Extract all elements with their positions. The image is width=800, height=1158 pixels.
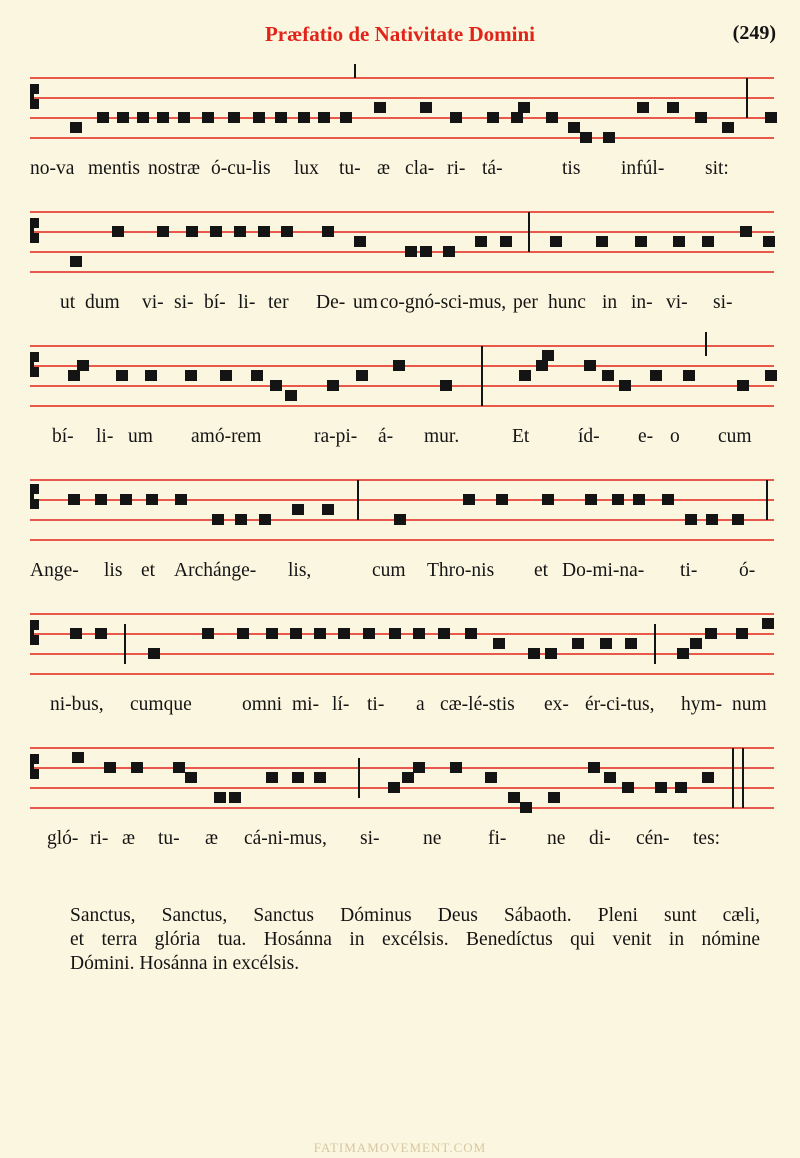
neume-note-icon (251, 370, 263, 381)
lyric-syllable: dum (85, 292, 120, 313)
lyric-syllable: Archánge- (174, 560, 257, 581)
neume-note-icon (146, 494, 158, 505)
lyric-syllable: cumque (130, 694, 192, 715)
lyric-syllable: Thro-nis (427, 560, 495, 581)
neume-note-icon (548, 792, 560, 803)
neume-note-icon (186, 226, 198, 237)
lyric-syllable: De- (316, 292, 346, 313)
neume-note-icon (413, 762, 425, 773)
neume-note-icon (622, 782, 634, 793)
lyric-syllable: ni-bus, (50, 694, 104, 715)
neume-note-icon (542, 494, 554, 505)
neume-note-icon (496, 494, 508, 505)
lyric-syllable: infúl- (621, 158, 665, 179)
neume-note-icon (683, 370, 695, 381)
neume-note-icon (550, 236, 562, 247)
neume-note-icon (68, 370, 80, 381)
neume-note-icon (116, 370, 128, 381)
lyric-syllable: in (602, 292, 618, 313)
lyrics-line-4 (30, 560, 774, 590)
neume-note-icon (185, 370, 197, 381)
neume-note-icon (413, 628, 425, 639)
neume-note-icon (137, 112, 149, 123)
neume-note-icon (290, 628, 302, 639)
neume-note-icon (685, 514, 697, 525)
neume-note-icon (518, 102, 530, 113)
do-clef-icon (30, 84, 39, 109)
lyric-syllable: lux (294, 158, 319, 179)
neume-note-icon (220, 370, 232, 381)
neume-note-icon (229, 792, 241, 803)
neume-note-icon (420, 102, 432, 113)
lyric-syllable: ó-cu-lis (211, 158, 271, 179)
neume-note-icon (70, 628, 82, 639)
neume-note-icon (259, 514, 271, 525)
neume-note-icon (97, 112, 109, 123)
sanctus-line: et terra glória tua. Hosánna in excélsis. Benedíctus qui venit in nómine (70, 929, 760, 950)
neume-note-icon (281, 226, 293, 237)
neume-note-icon (545, 648, 557, 659)
neume-note-icon (253, 112, 265, 123)
lyric-syllable: per (513, 292, 538, 313)
neume-note-icon (612, 494, 624, 505)
neume-note-icon (603, 132, 615, 143)
neume-note-icon (485, 772, 497, 783)
lyric-syllable: hunc (548, 292, 586, 313)
neume-note-icon (405, 246, 417, 257)
lyric-syllable: omni (242, 694, 283, 715)
neume-note-icon (363, 628, 375, 639)
neume-note-icon (266, 628, 278, 639)
neume-note-icon (340, 112, 352, 123)
neume-note-icon (706, 514, 718, 525)
neume-note-icon (95, 628, 107, 639)
lyric-syllable: ne (423, 828, 442, 849)
lyric-syllable: mentis (88, 158, 140, 179)
neume-note-icon (214, 792, 226, 803)
neume-note-icon (438, 628, 450, 639)
neume-note-icon (763, 236, 775, 247)
neume-note-icon (650, 370, 662, 381)
neume-note-icon (572, 638, 584, 649)
neume-note-icon (374, 102, 386, 113)
lyric-syllable: cum (718, 426, 752, 447)
do-clef-icon (30, 484, 39, 509)
chant-system-2 (0, 198, 800, 328)
lyric-syllable: lí- (332, 694, 350, 715)
neume-note-icon (690, 638, 702, 649)
watermark: FATIMAMOVEMENT.COM (313, 1140, 487, 1155)
neume-note-icon (157, 226, 169, 237)
neume-note-icon (322, 226, 334, 237)
lyric-syllable: ti- (367, 694, 385, 715)
neume-note-icon (393, 360, 405, 371)
neume-note-icon (762, 618, 774, 629)
neume-note-icon (388, 782, 400, 793)
neume-note-icon (356, 370, 368, 381)
neume-note-icon (157, 112, 169, 123)
lyric-syllable: ér-ci-tus, (585, 694, 655, 715)
neume-note-icon (440, 380, 452, 391)
neume-note-icon (765, 112, 777, 123)
neume-note-icon (463, 494, 475, 505)
neume-note-icon (585, 494, 597, 505)
lyric-syllable: ri- (447, 158, 466, 179)
lyric-syllable: si- (713, 292, 733, 313)
lyric-syllable: mur. (424, 426, 460, 447)
lyric-syllable: si- (174, 292, 194, 313)
lyric-syllable: cæ-lé-stis (440, 694, 515, 715)
neume-note-icon (536, 360, 548, 371)
lyric-syllable: Et (512, 426, 530, 447)
neume-note-icon (637, 102, 649, 113)
neume-note-icon (95, 494, 107, 505)
neume-note-icon (228, 112, 240, 123)
sanctus-line: Sanctus, Sanctus, Sanctus Dóminus Deus Sábaoth. Pleni sunt cæli, (70, 905, 760, 926)
neume-note-icon (120, 494, 132, 505)
lyric-syllable: lis (104, 560, 123, 581)
lyric-syllable: gló- (47, 828, 79, 849)
lyric-syllable: tu- (158, 828, 180, 849)
lyric-syllable: cén- (636, 828, 670, 849)
neume-note-icon (465, 628, 477, 639)
neume-note-icon (675, 782, 687, 793)
neume-note-icon (117, 112, 129, 123)
neume-note-icon (633, 494, 645, 505)
neume-note-icon (314, 628, 326, 639)
chant-staff-6 (0, 734, 800, 824)
neume-note-icon (677, 648, 689, 659)
neume-note-icon (443, 246, 455, 257)
chant-system-3 (0, 332, 800, 462)
lyrics-line-6 (30, 828, 774, 858)
neume-note-icon (580, 132, 592, 143)
lyric-syllable: nostræ (148, 158, 201, 179)
do-clef-icon (30, 218, 39, 243)
lyric-syllable: æ (205, 828, 219, 849)
lyric-syllable: si- (360, 828, 380, 849)
neume-note-icon (740, 226, 752, 237)
neume-note-icon (493, 638, 505, 649)
lyric-syllable: hym- (681, 694, 723, 715)
chant-system-1 (0, 64, 800, 194)
neume-note-icon (667, 102, 679, 113)
neume-note-icon (258, 226, 270, 237)
neume-note-icon (625, 638, 637, 649)
neume-note-icon (173, 762, 185, 773)
neume-note-icon (450, 112, 462, 123)
chant-staff-4 (0, 466, 800, 556)
neume-note-icon (596, 236, 608, 247)
lyrics-line-3 (30, 426, 774, 456)
lyric-syllable: co-gnó-sci-mus, (380, 292, 507, 313)
neume-note-icon (210, 226, 222, 237)
neume-note-icon (619, 380, 631, 391)
lyric-syllable: ter (268, 292, 289, 313)
neume-note-icon (202, 628, 214, 639)
neume-note-icon (178, 112, 190, 123)
lyric-syllable: ut (60, 292, 76, 313)
page-title: Præfatio de Nativitate Domini (264, 22, 536, 46)
neume-note-icon (655, 782, 667, 793)
chant-system-4 (0, 466, 800, 596)
neume-note-icon (737, 380, 749, 391)
do-clef-icon (30, 754, 39, 779)
neume-note-icon (402, 772, 414, 783)
lyric-syllable: ra-pi- (314, 426, 358, 447)
lyric-syllable: bí- (52, 426, 74, 447)
neume-note-icon (70, 122, 82, 133)
neume-note-icon (68, 494, 80, 505)
chant-staff-2 (0, 198, 800, 288)
neume-note-icon (292, 504, 304, 515)
neume-note-icon (314, 772, 326, 783)
lyric-syllable: Ange- (30, 560, 79, 581)
neume-note-icon (318, 112, 330, 123)
neume-note-icon (72, 752, 84, 763)
neume-note-icon (673, 236, 685, 247)
neume-note-icon (394, 514, 406, 525)
neume-note-icon (511, 112, 523, 123)
neume-note-icon (542, 350, 554, 361)
chant-staff-3 (0, 332, 800, 422)
page-header (0, 22, 800, 52)
chant-system-6 (0, 734, 800, 864)
neume-note-icon (662, 494, 674, 505)
neume-note-icon (292, 772, 304, 783)
neume-note-icon (604, 772, 616, 783)
lyric-syllable: li- (96, 426, 114, 447)
neume-note-icon (475, 236, 487, 247)
neume-note-icon (202, 112, 214, 123)
neume-note-icon (338, 628, 350, 639)
neume-note-icon (270, 380, 282, 391)
neume-note-icon (705, 628, 717, 639)
chant-system-5 (0, 600, 800, 730)
neume-note-icon (722, 122, 734, 133)
lyric-syllable: amó-rem (191, 426, 262, 447)
neume-note-icon (702, 772, 714, 783)
lyric-syllable: um (353, 292, 378, 313)
lyric-syllable: cá-ni-mus, (244, 828, 327, 849)
neume-note-icon (487, 112, 499, 123)
lyrics-line-1 (30, 158, 774, 188)
neume-note-icon (175, 494, 187, 505)
neume-note-icon (546, 112, 558, 123)
lyric-syllable: ó- (739, 560, 756, 581)
neume-note-icon (420, 246, 432, 257)
page-number: (249) (732, 22, 776, 44)
neume-note-icon (77, 360, 89, 371)
lyric-syllable: num (732, 694, 767, 715)
neume-note-icon (285, 390, 297, 401)
lyric-syllable: lis, (288, 560, 312, 581)
lyric-syllable: á- (378, 426, 394, 447)
lyric-syllable: vi- (666, 292, 688, 313)
lyric-syllable: et (534, 560, 549, 581)
neume-note-icon (528, 648, 540, 659)
lyric-syllable: bí- (204, 292, 226, 313)
neume-note-icon (765, 370, 777, 381)
neume-note-icon (148, 648, 160, 659)
neume-note-icon (695, 112, 707, 123)
neume-note-icon (266, 772, 278, 783)
lyric-syllable: æ (122, 828, 136, 849)
lyric-syllable: li- (238, 292, 256, 313)
neume-note-icon (520, 802, 532, 813)
lyric-syllable: di- (589, 828, 611, 849)
neume-note-icon (298, 112, 310, 123)
lyric-syllable: tu- (339, 158, 361, 179)
do-clef-icon (30, 620, 39, 645)
lyric-syllable: cum (372, 560, 406, 581)
lyric-syllable: et (141, 560, 156, 581)
neume-note-icon (584, 360, 596, 371)
neume-note-icon (519, 370, 531, 381)
neume-note-icon (702, 236, 714, 247)
neume-note-icon (568, 122, 580, 133)
neume-note-icon (508, 792, 520, 803)
neume-note-icon (389, 628, 401, 639)
neume-note-icon (354, 236, 366, 247)
lyric-syllable: ri- (90, 828, 109, 849)
neume-note-icon (322, 504, 334, 515)
neume-note-icon (600, 638, 612, 649)
lyric-syllable: ne (547, 828, 566, 849)
do-clef-icon (30, 352, 39, 377)
neume-note-icon (104, 762, 116, 773)
sanctus-text (70, 904, 760, 976)
lyric-syllable: o (670, 426, 680, 447)
lyrics-line-5 (30, 694, 774, 724)
neume-note-icon (145, 370, 157, 381)
lyric-syllable: e- (638, 426, 654, 447)
lyric-syllable: um (128, 426, 153, 447)
lyric-syllable: æ (377, 158, 391, 179)
neume-note-icon (732, 514, 744, 525)
lyric-syllable: no-va (30, 158, 75, 179)
neume-note-icon (70, 256, 82, 267)
chant-staff-5 (0, 600, 800, 690)
neume-note-icon (327, 380, 339, 391)
neume-note-icon (237, 628, 249, 639)
neume-note-icon (112, 226, 124, 237)
neume-note-icon (450, 762, 462, 773)
sanctus-line: Dómini. Hosánna in excélsis. (70, 953, 300, 974)
lyric-syllable: cla- (405, 158, 435, 179)
lyric-syllable: mi- (292, 694, 320, 715)
lyric-syllable: íd- (578, 426, 600, 447)
lyric-syllable: sit: (705, 158, 729, 179)
neume-note-icon (235, 514, 247, 525)
lyric-syllable: vi- (142, 292, 164, 313)
neume-note-icon (736, 628, 748, 639)
lyric-syllable: tes: (693, 828, 721, 849)
neume-note-icon (185, 772, 197, 783)
lyrics-line-2 (30, 292, 774, 322)
lyric-syllable: a (416, 694, 425, 715)
neume-note-icon (500, 236, 512, 247)
neume-note-icon (275, 112, 287, 123)
neume-note-icon (635, 236, 647, 247)
lyric-syllable: ti- (680, 560, 698, 581)
neume-note-icon (212, 514, 224, 525)
lyric-syllable: ex- (544, 694, 569, 715)
neume-note-icon (602, 370, 614, 381)
lyric-syllable: tá- (482, 158, 503, 179)
neume-note-icon (234, 226, 246, 237)
lyric-syllable: in- (631, 292, 653, 313)
lyric-syllable: tis (562, 158, 581, 179)
lyric-syllable: Do-mi-na- (562, 560, 645, 581)
neume-note-icon (131, 762, 143, 773)
lyric-syllable: fi- (488, 828, 507, 849)
chant-staff-1 (0, 64, 800, 154)
neume-note-icon (588, 762, 600, 773)
